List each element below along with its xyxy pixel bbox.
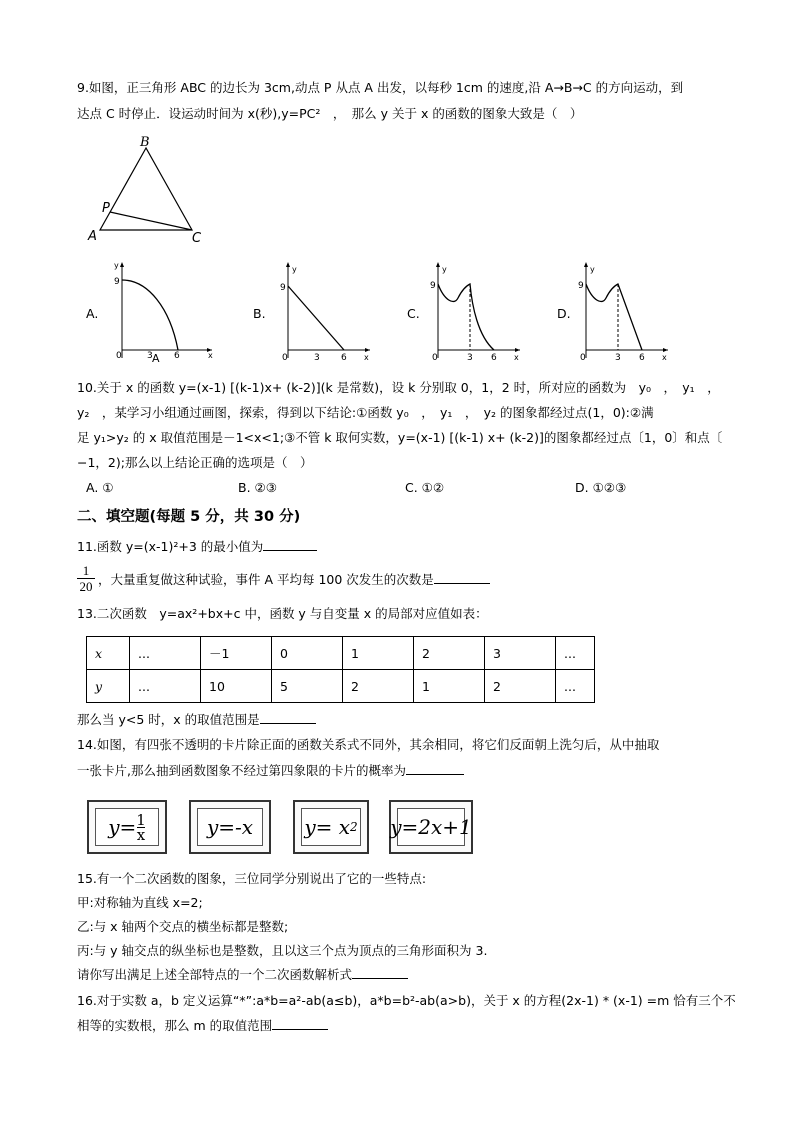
graph-a <box>108 258 218 366</box>
point-p-label: P <box>102 201 110 216</box>
q10-line2: y₂ ，某学习小组通过画图，探索，得到以下结论:①函数 y₀ ， y₁ ， y₂ 的图象都经过点(1，0):②满 <box>77 405 654 420</box>
card-3-exponent: 2 <box>350 820 358 834</box>
q12-label: ，大量重复做这种试验，事件 A 平均每 100 次发生的次数是 <box>98 572 434 587</box>
q9-option-c[interactable]: C. <box>407 306 420 321</box>
graph-a-zero: 0 <box>116 351 122 361</box>
q16-line2 <box>77 1018 328 1034</box>
graph-a-x-label: x <box>208 351 213 360</box>
q16-answer-blank[interactable] <box>272 1028 328 1030</box>
q13-after <box>77 712 316 728</box>
table-cell: 0 <box>272 637 343 670</box>
card-3-text: y= x <box>304 815 351 839</box>
card-4-face: y=2x+1 <box>397 808 465 846</box>
q10-option-b[interactable]: B. ②③ <box>238 480 277 495</box>
graph-c-zero: 0 <box>432 353 438 363</box>
graph-a-nine: 9 <box>114 277 120 287</box>
table-cell: 3 <box>485 637 556 670</box>
card-2-face: y=-x <box>197 808 263 846</box>
q15-line4: 丙:与 y 轴交点的纵坐标也是整数，且以这三个点为顶点的三角形面积为 3. <box>77 943 488 958</box>
graph-a-six: 6 <box>174 351 180 361</box>
graph-b-y-label: y <box>292 265 297 274</box>
q15-line5-label: 请你写出满足上述全部特点的一个二次函数解析式 <box>77 967 353 982</box>
table-cell: 10 <box>201 670 272 703</box>
section-2-title: 二、填空题(每题 5 分，共 30 分) <box>77 509 301 525</box>
vertex-b-label: B <box>140 135 150 150</box>
vertex-a-label: A <box>88 229 97 244</box>
table-cell: ... <box>130 670 201 703</box>
table-cell: 1 <box>414 670 485 703</box>
graph-b <box>278 258 378 366</box>
card-1-prefix: y= <box>108 815 137 839</box>
table-cell: x <box>87 637 130 670</box>
graph-b-zero: 0 <box>282 353 288 363</box>
graph-a-extra-a: A <box>152 352 160 365</box>
q15-line1: 15.有一个二次函数的图象，三位同学分别说出了它的一些特点: <box>77 871 427 886</box>
q13-after-label: 那么当 y<5 时，x 的取值范围是 <box>77 712 260 727</box>
q12-numerator: 1 <box>82 563 90 578</box>
graph-c <box>428 258 528 366</box>
q10-line1: 10.关于 x 的函数 y=(x-1) [(k-1)x+ (k-2)](k 是常数)，设 k 分别取 0，1，2 时，所对应的函数为 y₀ ， y₁ ， <box>77 380 720 395</box>
graph-d <box>576 258 676 366</box>
table-cell: 2 <box>343 670 414 703</box>
card-1-fraction <box>136 810 146 844</box>
card-3-face <box>301 808 361 846</box>
card-1-face <box>95 808 159 846</box>
graph-d-x-label: x <box>662 353 667 362</box>
q16-line2-label: 相等的实数根，那么 m 的取值范围 <box>77 1018 273 1033</box>
graph-c-nine: 9 <box>430 281 436 291</box>
card-3[interactable] <box>293 800 369 854</box>
q9-line2: 达点 C 时停止．设运动时间为 x(秒),y=PC² ， 那么 y 关于 x 的函数的图象大致是（ ） <box>77 106 583 121</box>
card-1-numerator: 1 <box>136 810 146 829</box>
q9-line1: 9.如图，正三角形 ABC 的边长为 3cm,动点 P 从点 A 出发，以每秒 1cm 的速度,沿 A→B→C 的方向运动，到 <box>77 80 684 95</box>
q10-option-c[interactable]: C. ①② <box>405 480 445 495</box>
q14-line1: 14.如图，有四张不透明的卡片除正面的函数关系式不同外，其余相同，将它们反面朝上洗匀后，从中抽取 <box>77 737 660 752</box>
table-row-y <box>87 670 595 703</box>
graph-d-nine: 9 <box>578 281 584 291</box>
table-cell: 1 <box>343 637 414 670</box>
table-cell: ... <box>130 637 201 670</box>
graph-c-y-label: y <box>442 265 447 274</box>
graph-b-x-label: x <box>364 353 369 362</box>
graph-c-x-label: x <box>514 353 519 362</box>
graph-d-zero: 0 <box>580 353 586 363</box>
q10-option-d[interactable]: D. ①②③ <box>575 480 627 495</box>
table-cell: ... <box>556 637 595 670</box>
q14-line2 <box>77 763 464 779</box>
card-2[interactable] <box>189 800 271 854</box>
table-cell: y <box>87 670 130 703</box>
vertex-c-label: C <box>192 231 202 246</box>
graph-c-six: 6 <box>491 353 497 363</box>
table-cell: ... <box>556 670 595 703</box>
q12-denominator: 20 <box>77 578 95 595</box>
graph-d-y-label: y <box>590 265 595 274</box>
triangle-figure <box>86 134 216 246</box>
q10-line3: 足 y₁>y₂ 的 x 取值范围是－1<x<1;③不管 k 取何实数，y=(x-1) [(k-1) x+ (k-2)]的图象都经过点〔1，0〕和点〔 <box>77 430 723 445</box>
q12-text <box>98 572 490 588</box>
q10-option-a[interactable]: A. ① <box>86 480 114 495</box>
table-cell: 5 <box>272 670 343 703</box>
graph-a-three: 3 <box>147 351 153 361</box>
graph-c-three: 3 <box>467 353 473 363</box>
card-4[interactable] <box>389 800 473 854</box>
table-cell: 2 <box>414 637 485 670</box>
q11-text <box>77 539 317 555</box>
q13-answer-blank[interactable] <box>260 722 316 724</box>
table-cell: －1 <box>201 637 272 670</box>
q13-table <box>86 636 595 703</box>
table-row-x <box>87 637 595 670</box>
graph-d-three: 3 <box>615 353 621 363</box>
q12-answer-blank[interactable] <box>434 582 490 584</box>
table-cell: 2 <box>485 670 556 703</box>
graph-b-six: 6 <box>341 353 347 363</box>
q15-line2: 甲:对称轴为直线 x=2; <box>77 895 203 910</box>
q15-answer-blank[interactable] <box>352 977 408 979</box>
q10-line4: −1，2);那么以上结论正确的选项是（ ） <box>77 455 313 470</box>
q12-fraction <box>77 564 95 595</box>
q9-option-b[interactable]: B. <box>253 306 266 321</box>
q14-answer-blank[interactable] <box>406 773 464 775</box>
q9-option-d[interactable]: D. <box>557 306 571 321</box>
q15-line3: 乙:与 x 轴两个交点的横坐标都是整数; <box>77 919 289 934</box>
graph-b-three: 3 <box>314 353 320 363</box>
q15-line5 <box>77 967 408 983</box>
q11-answer-blank[interactable] <box>263 549 317 551</box>
q13-text: 13.二次函数 y=ax²+bx+c 中，函数 y 与自变量 x 的局部对应值如表： <box>77 606 488 621</box>
card-1[interactable] <box>87 800 167 854</box>
q9-option-a[interactable]: A. <box>86 306 99 321</box>
graph-b-nine: 9 <box>280 283 286 293</box>
graph-a-y-label: y <box>114 261 119 270</box>
q14-line2-label: 一张卡片,那么抽到函数图象不经过第四象限的卡片的概率为 <box>77 763 406 778</box>
card-1-denominator: x <box>136 825 146 844</box>
q16-line1: 16.对于实数 a，b 定义运算“*”:a*b=a²-ab(a≤b)，a*b=b²-ab(a>b)，关于 x 的方程(2x-1) * (x-1) =m 恰有三个不 <box>77 993 736 1008</box>
graph-d-six: 6 <box>639 353 645 363</box>
q11-label: 11.函数 y=(x-1)²+3 的最小值为 <box>77 539 264 554</box>
